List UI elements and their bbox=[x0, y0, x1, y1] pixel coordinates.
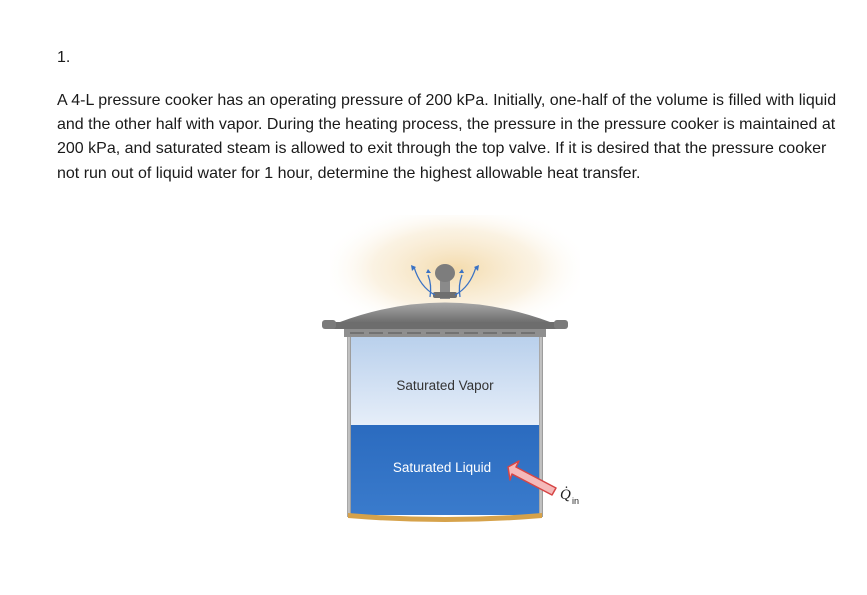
lid-rim bbox=[328, 322, 562, 329]
lid-handle-left bbox=[322, 320, 336, 329]
pot-wall-left bbox=[347, 335, 351, 517]
problem-statement: A 4-L pressure cooker has an operating pressure of 200 kPa. Initially, one-half of the volume is filled with liquid and the other half with vapor. During the heating process, the pressure in the pressure cooker is maintained at 200 kPa, and saturated steam is allowed to exit through the top valve. If it is desired that the pressure cooker not run out of liquid water for 1 hour, determine the highest allowable heat transfer. bbox=[57, 92, 837, 182]
heat-symbol: Q̇ bbox=[560, 487, 571, 503]
valve-weight bbox=[435, 264, 455, 282]
valve-base bbox=[433, 292, 457, 298]
vapor-label: Saturated Vapor bbox=[396, 378, 494, 393]
pressure-cooker-figure bbox=[320, 215, 610, 525]
lid-handle-right bbox=[554, 320, 568, 329]
question-number: 1. bbox=[57, 49, 71, 66]
liquid-label: Saturated Liquid bbox=[392, 460, 492, 475]
heat-subscript: in bbox=[572, 496, 580, 506]
